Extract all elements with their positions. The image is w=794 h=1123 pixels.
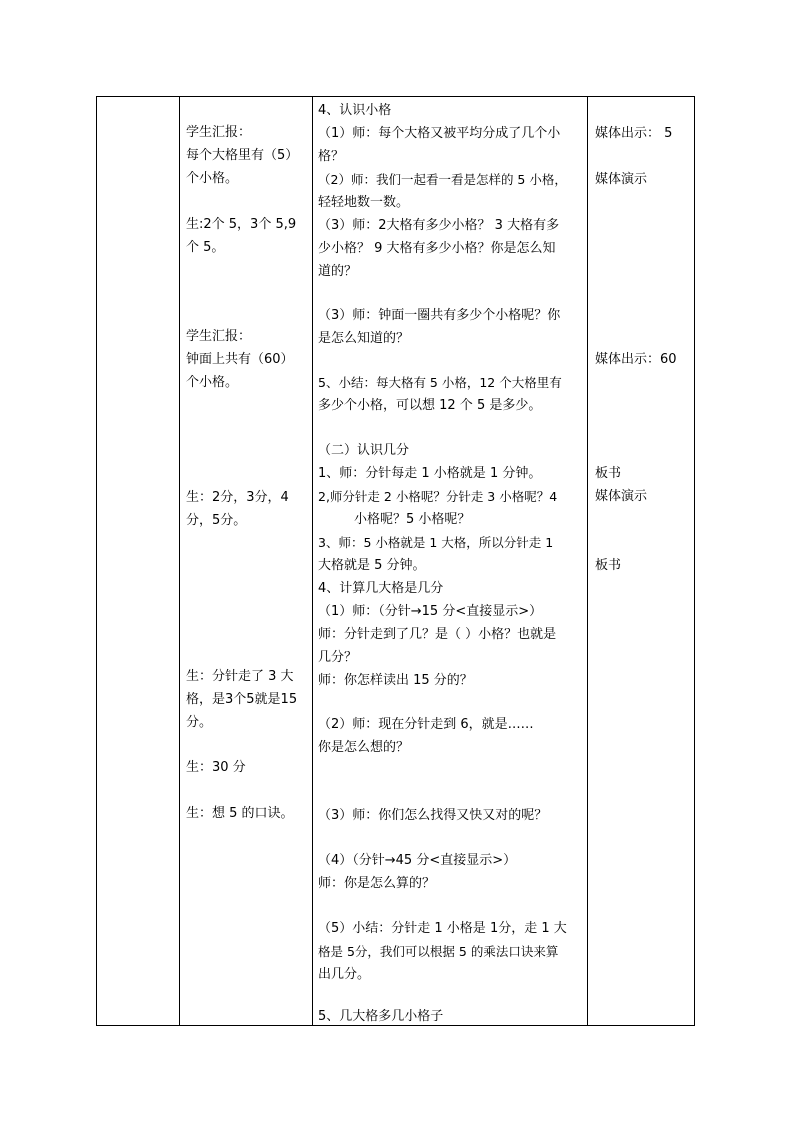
student-text: 每个大格里有（5） xyxy=(186,148,299,163)
teacher-text: 师：你怎样读出 15 分的？ xyxy=(318,673,473,688)
teacher-text: 出几分。 xyxy=(318,967,371,982)
teacher-text: （5）小结：分针走 1 小格是 1分，走 1 大 xyxy=(318,921,567,936)
teacher-text: 师：分针走到了几？是（ ）小格？也就是 xyxy=(318,627,557,642)
student-report-label: 学生汇报： xyxy=(186,329,252,344)
media-note: 媒体出示： 5 xyxy=(595,126,673,141)
teacher-text: 3、师：5 小格就是 1 大格，所以分针走 1 xyxy=(318,535,554,550)
teacher-text: 5、小结：每大格有 5 小格，12 个大格里有 xyxy=(318,375,562,390)
student-text: 个 5。 xyxy=(186,240,225,255)
teacher-text: （2）师：现在分针走到 6，就是…… xyxy=(318,717,534,732)
teacher-text: 2,师分针走 2 小格呢？分针走 3 小格呢？4 xyxy=(318,489,558,504)
student-text: 生:2个 5，3个 5,9 xyxy=(186,217,297,232)
media-note: 板书 xyxy=(595,466,622,481)
student-text: 分，5分。 xyxy=(186,513,247,528)
student-text: 生：30 分 xyxy=(186,760,246,775)
teacher-text: 格是 5分，我们可以根据 5 的乘法口诀来算 xyxy=(318,944,559,959)
teacher-text: 师：你是怎么算的？ xyxy=(318,876,436,891)
teacher-text: 是怎么知道的？ xyxy=(318,331,410,346)
teacher-text: （3）师：钟面一圈共有多少个小格呢？你 xyxy=(318,308,561,323)
column-divider xyxy=(179,97,180,1025)
teacher-text: 少小格？ 9 大格有多少小格？你是怎么知 xyxy=(318,241,556,256)
student-report-label: 学生汇报： xyxy=(186,125,252,140)
media-note: 板书 xyxy=(595,558,622,573)
teacher-text: 多少个小格，可以想 12 个 5 是多少。 xyxy=(318,398,542,413)
student-text: 钟面上共有（60） xyxy=(186,352,294,367)
teacher-heading: （二）认识几分 xyxy=(318,443,410,458)
teacher-text: （3）师：2大格有多少小格？ 3 大格有多 xyxy=(318,218,560,233)
teacher-text: 你是怎么想的？ xyxy=(318,740,410,755)
student-text: 格，是3个5就是15 xyxy=(186,692,298,707)
teacher-text: 1、师：分针每走 1 小格就是 1 分钟。 xyxy=(318,466,542,481)
media-note: 媒体演示 xyxy=(595,172,648,187)
student-text: 生：想 5 的口诀。 xyxy=(186,806,294,821)
column-divider xyxy=(312,97,313,1025)
teacher-text: 格？ xyxy=(318,149,345,164)
teacher-text: 小格呢？5 小格呢？ xyxy=(354,512,471,527)
teacher-text: 几分？ xyxy=(318,650,358,665)
teacher-text: 4、认识小格 xyxy=(318,103,392,118)
student-text: 个小格。 xyxy=(186,171,239,186)
column-divider xyxy=(587,97,588,1025)
teacher-text: 5、几大格多几小格子 xyxy=(318,1009,444,1024)
media-note: 媒体演示 xyxy=(595,489,648,504)
student-text: 生：2分，3分，4 xyxy=(186,490,289,505)
media-note: 媒体出示：60 xyxy=(595,352,677,367)
teacher-text: （1）师：（分针→15 分<直接显示>） xyxy=(318,604,543,619)
teacher-text: （2）师：我们一起看一看是怎样的 5 小格， xyxy=(318,172,567,187)
student-text: 个小格。 xyxy=(186,375,239,390)
teacher-text: 4、计算几大格是几分 xyxy=(318,581,444,596)
teacher-text: 大格就是 5 分钟。 xyxy=(318,558,426,573)
teacher-text: 道的？ xyxy=(318,264,358,279)
teacher-text: （3）师：你们怎么找得又快又对的呢？ xyxy=(318,808,548,823)
teacher-text: （4）（分针→45 分<直接显示>） xyxy=(318,853,517,868)
student-text: 生：分针走了 3 大 xyxy=(186,669,294,684)
teacher-text: 轻轻地数一数。 xyxy=(318,195,410,210)
teacher-text: （1）师：每个大格又被平均分成了几个小 xyxy=(318,126,561,141)
student-text: 分。 xyxy=(186,715,213,730)
